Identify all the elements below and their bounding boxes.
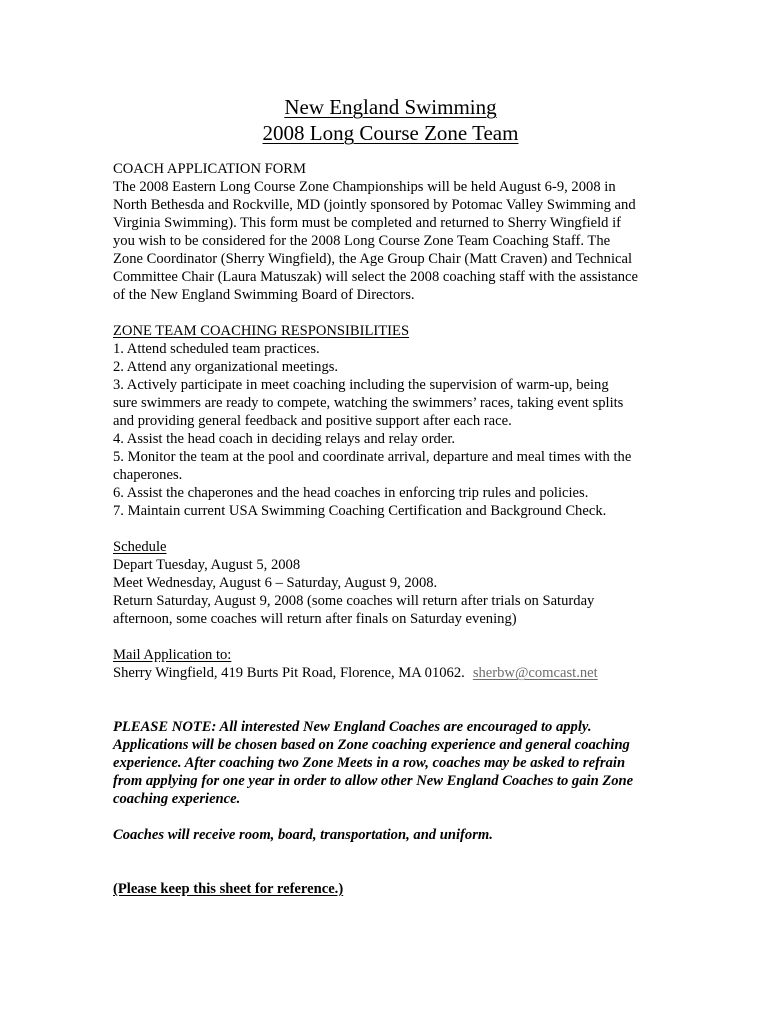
mail-address-line xyxy=(113,664,673,682)
schedule-line: Depart Tuesday, August 5, 2008 xyxy=(113,557,301,573)
keep-section xyxy=(113,880,673,898)
schedule-section xyxy=(113,538,673,628)
mail-section xyxy=(113,646,673,682)
schedule-heading: Schedule xyxy=(113,539,167,555)
responsibility-line: and providing general feedback and positive support after each race. xyxy=(113,413,512,429)
benefits-section xyxy=(113,826,673,844)
application-line: of the New England Swimming Board of Directors. xyxy=(113,287,415,303)
note-line: Applications will be chosen based on Zone coaching experience and general coaching xyxy=(113,737,630,753)
application-heading: COACH APPLICATION FORM xyxy=(113,161,306,177)
responsibilities-section xyxy=(113,322,673,520)
responsibility-line: 2. Attend any organizational meetings. xyxy=(113,359,339,375)
note-line: experience. After coaching two Zone Meets in a row, coaches may be asked to refrain xyxy=(113,755,626,771)
application-section xyxy=(113,160,673,304)
responsibility-line: 5. Monitor the team at the pool and coordinate arrival, departure and meal times with the xyxy=(113,449,632,465)
responsibilities-heading: ZONE TEAM COACHING RESPONSIBILITIES xyxy=(113,323,410,339)
responsibility-line: 7. Maintain current USA Swimming Coaching Certification and Background Check. xyxy=(113,503,607,519)
schedule-line: Return Saturday, August 9, 2008 (some coaches will return after trials on Saturday xyxy=(113,593,595,609)
application-line: you wish to be considered for the 2008 Long Course Zone Team Coaching Staff. The xyxy=(113,233,611,249)
application-line: The 2008 Eastern Long Course Zone Championships will be held August 6-9, 2008 in xyxy=(113,179,616,195)
document-page xyxy=(113,94,673,916)
mail-address: Sherry Wingfield, 419 Burts Pit Road, Florence, MA 01062. xyxy=(113,665,465,681)
document-title xyxy=(108,94,673,146)
keep-reference-line: (Please keep this sheet for reference.) xyxy=(113,881,344,897)
application-line: North Bethesda and Rockville, MD (jointly sponsored by Potomac Valley Swimming and xyxy=(113,197,636,213)
application-line: Virginia Swimming). This form must be completed and returned to Sherry Wingfield if xyxy=(113,215,622,231)
schedule-line: Meet Wednesday, August 6 – Saturday, August 9, 2008. xyxy=(113,575,438,591)
responsibility-line: 3. Actively participate in meet coaching including the supervision of warm-up, being xyxy=(113,377,609,393)
application-line: Committee Chair (Laura Matuszak) will select the 2008 coaching staff with the assistance xyxy=(113,269,638,285)
title-line-2: 2008 Long Course Zone Team xyxy=(262,121,519,145)
note-line: from applying for one year in order to allow other New England Coaches to gain Zone xyxy=(113,773,634,789)
mail-heading: Mail Application to: xyxy=(113,647,232,663)
responsibility-line: 1. Attend scheduled team practices. xyxy=(113,341,320,357)
benefits-line: Coaches will receive room, board, transportation, and uniform. xyxy=(113,827,493,843)
note-line: coaching experience. xyxy=(113,791,241,807)
email-link[interactable]: sherbw@comcast.net xyxy=(472,665,598,681)
responsibility-line: sure swimmers are ready to compete, watching the swimmers’ races, taking event splits xyxy=(113,395,624,411)
responsibility-line: 6. Assist the chaperones and the head coaches in enforcing trip rules and policies. xyxy=(113,485,589,501)
responsibility-line: chaperones. xyxy=(113,467,183,483)
note-line: PLEASE NOTE: All interested New England Coaches are encouraged to apply. xyxy=(113,719,592,735)
note-section xyxy=(113,718,673,808)
responsibility-line: 4. Assist the head coach in deciding relays and relay order. xyxy=(113,431,456,447)
schedule-line: afternoon, some coaches will return after finals on Saturday evening) xyxy=(113,611,517,627)
application-line: Zone Coordinator (Sherry Wingfield), the Age Group Chair (Matt Craven) and Technical xyxy=(113,251,633,267)
title-line-1: New England Swimming xyxy=(284,95,497,119)
